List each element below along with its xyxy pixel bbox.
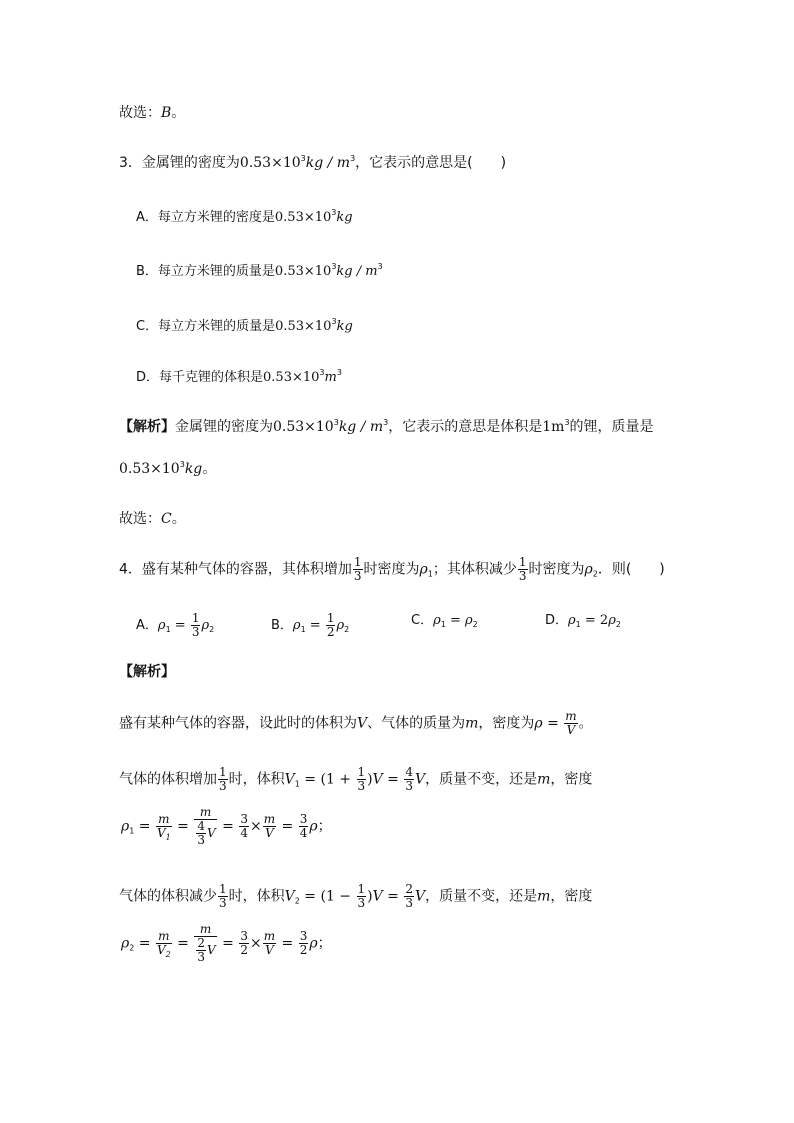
q4-analysis-tag <box>119 663 175 681</box>
numerator: m <box>156 813 172 827</box>
rho-symbol: ρ <box>568 613 576 628</box>
equals: = <box>277 935 298 952</box>
option-value: 0.53×10 <box>274 210 332 225</box>
q3-stem-unit: kg / m <box>305 155 351 171</box>
q3-option-a[interactable] <box>136 209 353 227</box>
option-label: C． <box>411 613 434 628</box>
analysis-exp: 3 <box>333 418 339 427</box>
var-v: V <box>156 826 166 840</box>
v-sub: 2 <box>294 896 300 906</box>
q3-answer <box>119 510 186 528</box>
denominator: 2 <box>240 943 248 957</box>
answer-letter: C <box>161 511 172 527</box>
rho-symbol: ρ <box>584 561 593 578</box>
rho-symbol: ρ <box>201 618 210 633</box>
numerator: 1 <box>518 555 527 569</box>
q4-analysis-line-1 <box>119 710 593 737</box>
fraction-four-thirds <box>196 820 206 847</box>
fraction-one-third <box>353 556 363 583</box>
compound-fraction <box>194 806 216 847</box>
analysis-end: 。 <box>578 715 593 732</box>
equals: = <box>217 935 239 952</box>
denominator: 3 <box>219 779 227 793</box>
analysis-tag: 【解析】 <box>119 664 175 680</box>
denominator: 3 <box>219 896 227 910</box>
rho-sub: 2 <box>209 625 215 634</box>
q3-stem-text: 3．金属锂的密度为 <box>119 155 240 171</box>
previous-answer <box>119 104 185 122</box>
expr: ) <box>367 771 373 788</box>
numerator: m <box>156 930 172 944</box>
numerator: 3 <box>240 929 248 943</box>
analysis-unit: kg <box>184 461 203 477</box>
fraction-four-thirds <box>404 766 414 793</box>
rho-symbol: ρ <box>419 561 428 578</box>
fraction-three-halves <box>239 930 249 957</box>
var-v: V <box>372 771 383 788</box>
answer-suffix: 。 <box>171 105 186 121</box>
fraction-three-fourths <box>239 813 249 840</box>
rho-sub: 2 <box>344 625 350 634</box>
numerator: 1 <box>326 611 335 625</box>
analysis-text: ，密度 <box>550 888 593 905</box>
q3-analysis-line-2 <box>119 460 216 478</box>
analysis-volume: 1m <box>542 419 565 435</box>
equals: = <box>382 888 404 905</box>
q4-rho2-derivation <box>121 923 332 964</box>
var-v: V <box>207 943 216 957</box>
analysis-text: 气体的体积减少 <box>119 888 217 905</box>
rho-symbol: ρ <box>121 935 130 952</box>
denominator: 3 <box>405 779 414 793</box>
equals: = <box>170 618 190 633</box>
option-value: 0.53×10 <box>275 319 332 334</box>
rho-sub: 1 <box>165 625 171 634</box>
numerator: 1 <box>357 765 366 779</box>
q4-stem-text: ；其体积减少 <box>432 561 517 578</box>
rho-sub: 1 <box>129 826 135 836</box>
v-sub: 1 <box>165 833 171 842</box>
rho-symbol: ρ <box>309 935 318 952</box>
numerator: 1 <box>353 555 362 569</box>
numerator: 2 <box>405 882 414 896</box>
option-exp: 3 <box>331 317 337 326</box>
fraction-one-third <box>518 556 528 583</box>
analysis-value: 0.53×10 <box>273 419 334 435</box>
option-label: A．每立方米锂的密度是 <box>136 210 275 225</box>
q4-decrease-line <box>119 883 592 910</box>
times: × <box>249 935 262 952</box>
q3-stem-unit-exp: 3 <box>350 154 356 163</box>
option-label: B． <box>271 618 293 633</box>
equals: = <box>445 613 465 628</box>
q3-option-b[interactable] <box>136 263 383 281</box>
numerator: 3 <box>299 929 308 943</box>
option-exp: 3 <box>331 262 337 271</box>
option-unit: kg <box>336 319 353 334</box>
semicolon: ； <box>317 818 332 835</box>
denominator <box>194 937 216 964</box>
analysis-text: 、气体的质量为 <box>367 715 466 732</box>
analysis-text: ，质量不变，还是 <box>425 888 538 905</box>
fraction <box>191 612 201 639</box>
denominator <box>156 827 172 840</box>
equals: = <box>217 818 239 835</box>
q4-stem-text: ．则( ) <box>597 561 665 578</box>
var-v: V <box>156 943 166 957</box>
rho-symbol: ρ <box>121 818 130 835</box>
analysis-text: ，质量不变，还是 <box>425 771 538 788</box>
denominator: V <box>265 943 274 957</box>
numerator: m <box>263 929 276 943</box>
var-v: V <box>284 888 295 905</box>
option-unit: kg <box>336 210 353 225</box>
times: × <box>249 818 262 835</box>
option-exp: 3 <box>319 368 325 377</box>
option-label: D．每千克锂的体积是 <box>136 370 264 385</box>
option-unit-exp: 3 <box>377 262 383 271</box>
numerator: 1 <box>191 611 200 625</box>
var-v: V <box>207 826 216 840</box>
option-unit: kg / m <box>336 264 378 279</box>
denominator <box>194 820 216 847</box>
numerator: 3 <box>240 812 248 826</box>
equals: = <box>542 715 564 732</box>
q4-increase-line <box>119 766 592 793</box>
semicolon: ； <box>317 935 332 952</box>
numerator: m <box>194 806 216 820</box>
numerator: 1 <box>357 882 366 896</box>
option-label: D． <box>545 613 569 628</box>
numerator: 4 <box>197 819 206 833</box>
equals: = <box>382 771 404 788</box>
q4-rho1-derivation <box>121 806 332 847</box>
fraction-m-over-v <box>263 930 276 957</box>
fraction-one-third <box>357 766 367 793</box>
q4-stem-text: 4．盛有某种气体的容器，其体积增加 <box>119 561 352 578</box>
analysis-text: ，它表示的意思是体积是 <box>388 419 543 435</box>
option-unit-exp: 3 <box>336 368 342 377</box>
denominator: 4 <box>299 826 308 840</box>
v-sub: 1 <box>294 779 300 789</box>
rho-sub: 2 <box>592 569 598 579</box>
equals: = <box>172 818 194 835</box>
var-v: V <box>372 888 383 905</box>
expr: = (1 + <box>299 771 356 788</box>
rho-sub: 2 <box>472 620 478 629</box>
q3-option-d[interactable] <box>136 369 342 387</box>
fraction-m-over-v <box>564 710 577 737</box>
var-v: V <box>284 771 295 788</box>
answer-prefix: 故选： <box>119 105 161 121</box>
q3-stem-value: 0.53×10 <box>239 155 301 171</box>
equals: = <box>134 818 155 835</box>
q4-stem-text: 时密度为 <box>528 561 585 578</box>
fraction-three-halves <box>299 930 309 957</box>
rho-symbol: ρ <box>309 818 318 835</box>
analysis-text: 气体的体积增加 <box>119 771 217 788</box>
expr: ) <box>367 888 373 905</box>
fraction-two-thirds <box>196 937 206 964</box>
analysis-unit-exp: 3 <box>383 418 389 427</box>
var-v: V <box>415 771 426 788</box>
rho-symbol: ρ <box>157 618 166 633</box>
denominator: 3 <box>353 569 362 583</box>
q4-option-a[interactable] <box>136 612 214 639</box>
answer-letter: B <box>161 105 172 121</box>
denominator <box>156 944 172 957</box>
fraction-two-thirds <box>404 883 414 910</box>
numerator: m <box>565 709 577 723</box>
analysis-text: 盛有某种气体的容器，设此时的体积为 <box>119 715 357 732</box>
numerator: 2 <box>197 936 206 950</box>
option-unit: m <box>324 370 337 385</box>
rho-symbol: ρ <box>336 618 345 633</box>
denominator: 3 <box>197 950 206 964</box>
q3-option-c[interactable] <box>136 318 353 336</box>
analysis-text: 金属锂的密度为 <box>175 419 273 435</box>
option-label: A． <box>136 618 158 633</box>
var-m: m <box>465 715 479 732</box>
rho-symbol: ρ <box>608 613 616 628</box>
option-label: C．每立方米锂的质量是 <box>136 319 276 334</box>
denominator: 2 <box>299 943 308 957</box>
q4-stem-text: 时密度为 <box>363 561 420 578</box>
analysis-tag: 【解析】 <box>119 419 175 435</box>
option-label: B．每立方米锂的质量是 <box>136 264 275 279</box>
numerator: 1 <box>219 765 227 779</box>
compound-fraction <box>194 923 216 964</box>
fraction-one-third <box>218 883 228 910</box>
option-value: 0.53×10 <box>274 264 332 279</box>
analysis-exp: 3 <box>179 460 185 469</box>
denominator: 3 <box>357 896 366 910</box>
q4-option-c[interactable] <box>411 612 478 630</box>
denominator: 3 <box>357 779 366 793</box>
numerator: 4 <box>405 765 414 779</box>
var-m: m <box>537 888 551 905</box>
equals: = <box>134 935 155 952</box>
fraction-three-fourths <box>299 813 309 840</box>
q3-stem-post: ，它表示的意思是( ) <box>355 155 507 171</box>
numerator: m <box>263 812 276 826</box>
analysis-unit: kg / m <box>338 419 384 435</box>
expr: = (1 − <box>299 888 356 905</box>
var-v: V <box>415 888 426 905</box>
fraction-m-over-v <box>263 813 276 840</box>
denominator: 3 <box>197 833 206 847</box>
denominator: 3 <box>518 569 527 583</box>
var-m: m <box>537 771 551 788</box>
denominator: V <box>265 826 274 840</box>
fraction-m-over-v1 <box>156 813 172 840</box>
rho-symbol: ρ <box>465 613 473 628</box>
rho-symbol: ρ <box>292 618 301 633</box>
v-sub: 2 <box>165 950 171 959</box>
denominator: 4 <box>240 826 248 840</box>
equals: = <box>277 818 298 835</box>
rho-sub: 2 <box>615 620 621 629</box>
analysis-text: ，密度 <box>550 771 593 788</box>
q4-option-d[interactable] <box>545 612 621 630</box>
analysis-text: 的锂，质量是 <box>569 419 654 435</box>
denominator: 2 <box>326 625 335 639</box>
analysis-volume-exp: 3 <box>564 418 570 427</box>
numerator: m <box>194 923 216 937</box>
option-exp: 3 <box>331 208 337 217</box>
denominator: 3 <box>191 625 200 639</box>
analysis-end: 。 <box>202 461 217 477</box>
equals: = <box>172 935 194 952</box>
analysis-text: 时，体积 <box>228 771 285 788</box>
analysis-text: ，密度为 <box>478 715 535 732</box>
rho-sub: 1 <box>300 625 306 634</box>
rho-symbol: ρ <box>534 715 543 732</box>
answer-prefix: 故选： <box>119 511 161 527</box>
numerator: 1 <box>219 882 227 896</box>
analysis-text: 时，体积 <box>228 888 285 905</box>
fraction-one-third <box>357 883 367 910</box>
rho-sub: 2 <box>129 943 135 953</box>
rho-symbol: ρ <box>433 613 441 628</box>
var-v: V <box>357 715 368 732</box>
numerator: 3 <box>299 812 308 826</box>
fraction-m-over-v2 <box>156 930 172 957</box>
fraction <box>326 612 336 639</box>
question-3-stem <box>119 154 506 172</box>
analysis-value: 0.53×10 <box>119 461 180 477</box>
q4-option-b[interactable] <box>271 612 349 639</box>
fraction-one-third <box>218 766 228 793</box>
equals: = <box>305 618 325 633</box>
q3-analysis-line-1 <box>119 418 654 436</box>
option-value: 0.53×10 <box>263 370 320 385</box>
denominator: 3 <box>405 896 414 910</box>
q3-stem-exp: 3 <box>300 154 306 163</box>
answer-suffix: 。 <box>171 511 186 527</box>
question-4-stem <box>119 556 665 583</box>
denominator: V <box>566 723 576 737</box>
rho-sub: 1 <box>440 620 446 629</box>
rho-sub: 1 <box>575 620 581 629</box>
equals: = 2 <box>580 613 609 628</box>
rho-sub: 1 <box>427 569 433 579</box>
